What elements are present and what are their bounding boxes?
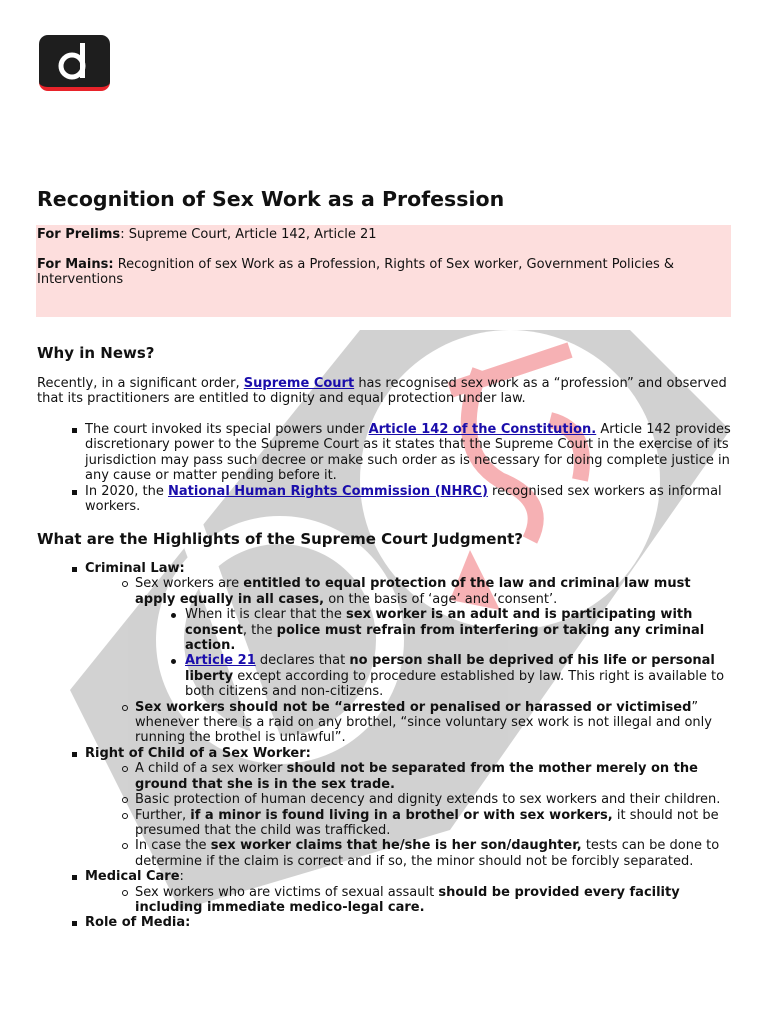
item-text-2: recognised sex workers as informal workers. bbox=[85, 483, 722, 515]
medical-colon: : bbox=[179, 869, 184, 885]
list-item bbox=[37, 607, 732, 653]
criminal-law-label: Criminal Law: bbox=[85, 561, 185, 576]
item-text: ” whenever there is a raid on any brothel, “since voluntary sex work is not illegal and only running the brothel is unlawful”. bbox=[135, 699, 712, 746]
supreme-court-link[interactable]: Supreme Court bbox=[243, 376, 355, 391]
intro-text: Recently, in a significant order, bbox=[37, 376, 244, 391]
item-text-2: , the bbox=[242, 622, 277, 638]
item-bold: sex worker is an adult and is participating with consent bbox=[185, 607, 693, 638]
list-item bbox=[37, 885, 732, 916]
list-item bbox=[37, 484, 732, 515]
nhrc-link[interactable]: National Human Rights Commission (NHRC) bbox=[168, 483, 488, 499]
list-item bbox=[37, 838, 732, 869]
role-of-media-label: Role of Media: bbox=[85, 915, 191, 931]
article-142-link[interactable]: Article 142 of the Constitution. bbox=[368, 422, 597, 437]
item-bold: if a minor is found living in a brothel or with sex workers, bbox=[190, 807, 613, 823]
article-21-link[interactable]: Article 21 bbox=[185, 653, 256, 669]
key-topics-box bbox=[36, 225, 731, 317]
item-text-2: except according to procedure established by law. This right is available to both citizens and non-citizens. bbox=[185, 668, 725, 700]
item-text-2: tests can be done to determine if the claim is correct and if so, the minor should not be forcibly separated. bbox=[135, 838, 720, 869]
brand-logo[interactable] bbox=[39, 35, 110, 91]
d-letter-icon bbox=[39, 35, 110, 87]
item-bold: should not be separated from the mother merely on the ground that she is in the sex trade. bbox=[135, 761, 698, 792]
item-bold: entitled to equal protection of the law and criminal law must apply equally in all cases, bbox=[135, 576, 691, 607]
list-item bbox=[37, 576, 732, 607]
list-item bbox=[37, 761, 732, 792]
item-text-2: it should not be presumed that the child was trafficked. bbox=[135, 807, 719, 838]
mains-label: For Mains: bbox=[37, 257, 114, 272]
item-text: Further, bbox=[135, 807, 191, 823]
list-item bbox=[37, 422, 732, 484]
list-item-role-of-media bbox=[37, 915, 732, 930]
prelims-line bbox=[37, 227, 727, 242]
mains-line bbox=[37, 257, 727, 288]
list-item-criminal-law bbox=[37, 561, 732, 576]
item-bold: no person shall be deprived of his life or personal liberty bbox=[185, 653, 715, 684]
child-rights-label: Right of Child of a Sex Worker: bbox=[85, 745, 311, 761]
prelims-text: : Supreme Court, Article 142, Article 21 bbox=[120, 227, 377, 242]
why-intro bbox=[37, 376, 732, 407]
prelims-label: For Prelims bbox=[37, 227, 121, 242]
item-text: declares that bbox=[255, 653, 350, 669]
item-text: When it is clear that the bbox=[185, 607, 347, 623]
item-text: In case the bbox=[135, 838, 211, 854]
why-in-news-heading: Why in News? bbox=[37, 344, 155, 362]
highlights-heading: What are the Highlights of the Supreme Court Judgment? bbox=[37, 530, 524, 548]
item-text: Sex workers are bbox=[135, 576, 244, 592]
item-text: The court invoked its special powers under bbox=[85, 422, 369, 437]
item-text-2: Article 142 provides discretionary power to the Supreme Court as it states that the Supreme Court in the exercise of its jurisdiction may pass such decree or make such order as is necessary for doing complete justice in any cause or matter pending before it. bbox=[85, 422, 731, 484]
item-bold: Sex workers should not be “arrested or penalised or harassed or victimised bbox=[135, 699, 692, 715]
highlights-list bbox=[37, 561, 732, 931]
why-list bbox=[37, 422, 732, 514]
item-text: Basic protection of human decency and dignity extends to sex workers and their children. bbox=[135, 792, 721, 808]
item-bold-2: police must refrain from interfering or taking any criminal action. bbox=[185, 622, 705, 654]
list-item-medical-care bbox=[37, 869, 732, 884]
intro-text-2: has recognised sex work as a “profession” and observed that its practitioners are entitled to dignity and equal protection under law. bbox=[37, 376, 727, 407]
medical-care-label: Medical Care bbox=[85, 869, 180, 885]
list-item bbox=[37, 808, 732, 839]
item-text-2: on the basis of ‘age’ and ‘consent’. bbox=[324, 591, 558, 607]
item-text: In 2020, the bbox=[85, 483, 169, 499]
page-title: Recognition of Sex Work as a Profession bbox=[37, 187, 505, 211]
item-text: A child of a sex worker bbox=[135, 761, 287, 777]
list-item bbox=[37, 653, 732, 699]
list-item bbox=[37, 700, 732, 746]
mains-text: Recognition of sex Work as a Profession, Rights of Sex worker, Government Policies & Interventions bbox=[37, 257, 675, 288]
list-item bbox=[37, 792, 732, 807]
item-text: Sex workers who are victims of sexual assault bbox=[135, 884, 439, 900]
list-item-child-rights bbox=[37, 746, 732, 761]
item-bold: sex worker claims that he/she is her son/daughter, bbox=[210, 838, 582, 854]
item-bold: should be provided every facility including immediate medico-legal care. bbox=[135, 884, 680, 915]
